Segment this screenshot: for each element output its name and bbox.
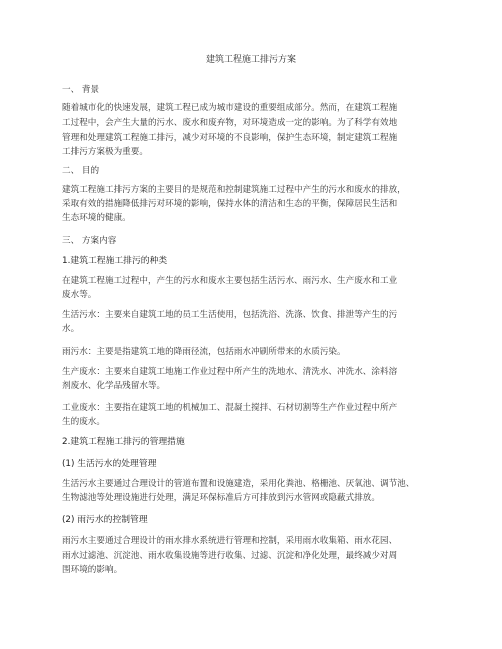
item-heading-domestic-sewage: (1) 生活污水的处理管理 [62, 459, 157, 469]
item-heading-stormwater: (2) 雨污水的控制管理 [62, 515, 148, 525]
paragraph-line: 采取有效的措施降低排污对环境的影响，保持水体的清洁和生态的平衡，保障居民生活和 [62, 199, 398, 209]
subsection-heading-types: 1.建筑工程施工排污的种类 [62, 256, 168, 266]
paragraph-line: 在建筑工程施工过程中，产生的污水和废水主要包括生活污水、雨污水、生产废水和工业 [62, 276, 398, 286]
paragraph-line: 工过程中，会产生大量的污水、废水和废弃物，对环境造成一定的影响。为了科学有效地 [62, 118, 398, 128]
paragraph-line: 水。 [62, 324, 80, 334]
paragraph-line: 建筑工程施工排污方案的主要目的是规范和控制建筑施工过程中产生的污水和废水的排放， [62, 185, 406, 195]
paragraph-line: 随着城市化的快速发展，建筑工程已成为城市建设的重要组成部分。然而，在建筑工程施 [62, 103, 398, 113]
paragraph-line: 围环境的影响。 [62, 565, 123, 575]
paragraph-line: 生物滤池等处理设施进行处理，满足环保标准后方可排放到污水管网或隐蔽式排放。 [62, 493, 380, 503]
paragraph-line: 剂废水、化学品残留水等。 [62, 381, 166, 391]
paragraph-line: 生活污水主要通过合理设计的管道布置和设施建造，采用化粪池、格栅池、厌氧池、调节池、 [62, 479, 415, 489]
section-heading-purpose: 二、 目的 [62, 166, 100, 176]
document-title: 建筑工程施工排污方案 [205, 55, 296, 65]
paragraph-line: 管理和处理建筑工程施工排污，减少对环境的不良影响，保护生态环境，制定建筑工程施 [62, 133, 398, 143]
paragraph-line: 生活污水：主要来自建筑工地的员工生活使用，包括洗浴、洗涤、饮食、排泄等产生的污 [62, 310, 398, 320]
paragraph-line: 雨污水：主要是指建筑工地的降雨径流，包括雨水冲刷所带来的水质污染。 [62, 347, 346, 357]
paragraph-line: 工排污方案极为重要。 [62, 147, 148, 157]
paragraph-line: 生产废水：主要来自建筑工地施工作业过程中所产生的洗地水、清洗水、冲洗水、涂料溶 [62, 367, 398, 377]
paragraph-line: 雨污水主要通过合理设计的雨水排水系统进行管理和控制，采用雨水收集箱、雨水花园、 [62, 536, 398, 546]
section-heading-background: 一、 背景 [62, 85, 100, 95]
paragraph-line: 工业废水：主要指在建筑工地的机械加工、混凝土搅拌、石材切割等生产作业过程中所产 [62, 403, 398, 413]
paragraph-line: 雨水过滤池、沉淀池、雨水收集设施等进行收集、过滤、沉淀和净化处理，最终减少对周 [62, 551, 398, 561]
subsection-heading-measures: 2.建筑工程施工排污的管理措施 [62, 437, 185, 447]
paragraph-line: 废水等。 [62, 290, 97, 300]
section-heading-content: 三、 方案内容 [62, 236, 117, 246]
paragraph-line: 生态环境的健康。 [62, 213, 131, 223]
paragraph-line: 生的废水。 [62, 417, 105, 427]
